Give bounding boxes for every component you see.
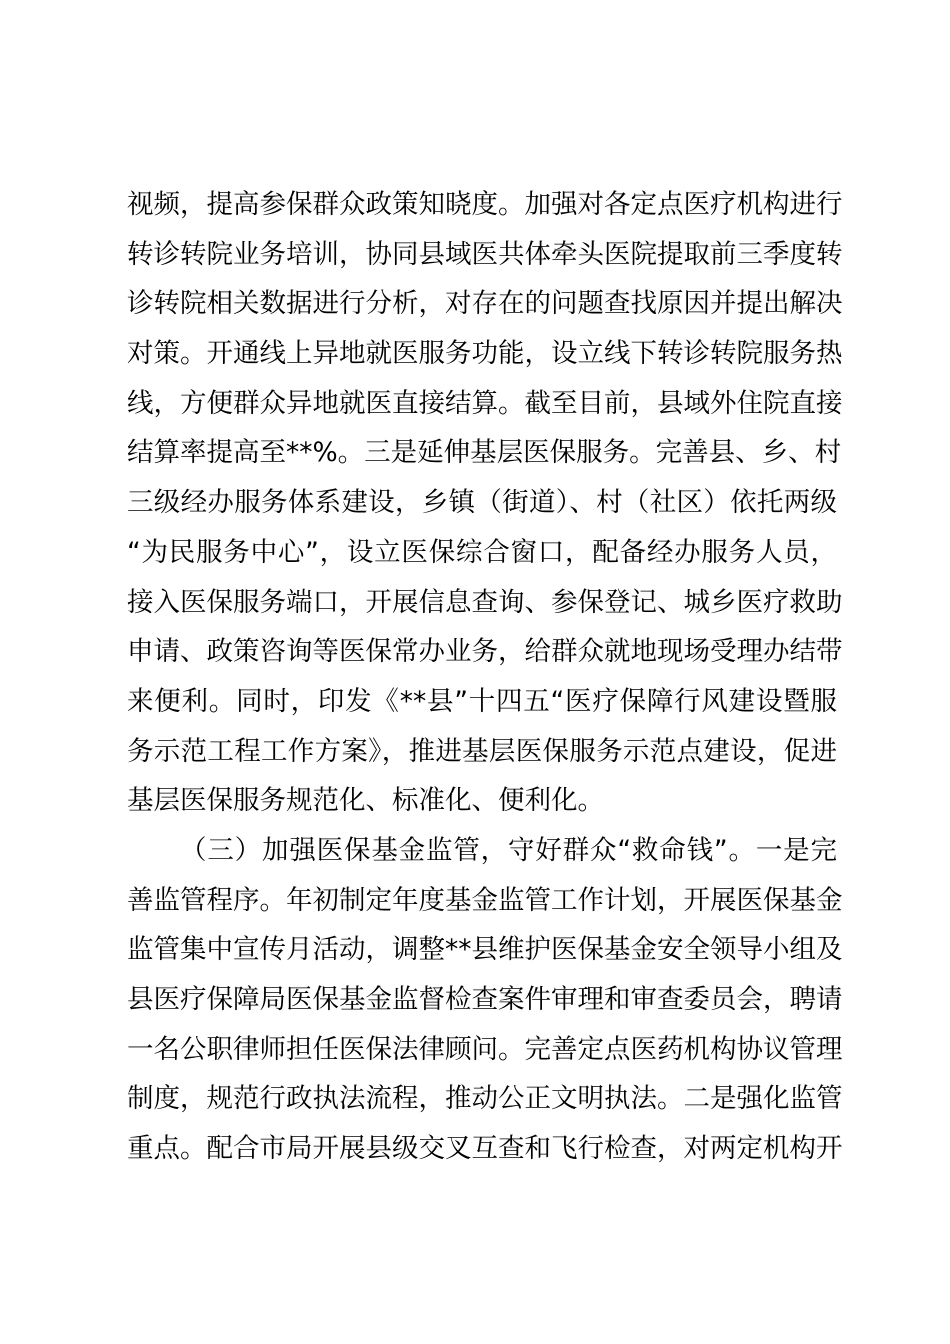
text-line-indented: （三）加强医保基金监管，守好群众“救命钱”。一是完 [180, 834, 837, 866]
text-line: 三级经办服务体系建设，乡镇（街道）、村（社区）依托两级 [127, 487, 837, 519]
text-line: 对策。开通线上异地就医服务功能，设立线下转诊转院服务热 [127, 338, 843, 370]
text-line: 制度，规范行政执法流程，推动公正文明执法。二是强化监管 [127, 1083, 843, 1115]
text-line: 一名公职律师担任医保法律顾问。完善定点医药机构协议管理 [127, 1033, 843, 1065]
text-line: 转诊转院业务培训，协同县域医共体牵头医院提取前三季度转 [127, 238, 843, 270]
text-line: 来便利。同时，印发《**县”十四五“医疗保障行风建设暨服 [127, 685, 837, 717]
text-line: 申请、政策咨询等医保常办业务，给群众就地现场受理办结带 [127, 636, 843, 668]
text-line: 诊转院相关数据进行分析，对存在的问题查找原因并提出解决 [127, 288, 843, 320]
body-text [127, 180, 843, 1174]
text-line: 线，方便群众异地就医直接结算。截至目前，县域外住院直接 [127, 387, 843, 419]
text-line: 结算率提高至**%。三是延伸基层医保服务。完善县、乡、村 [127, 437, 842, 469]
text-line: 县医疗保障局医保基金监督检查案件审理和审查委员会，聘请 [127, 984, 843, 1015]
text-line: 务示范工程工作方案》，推进基层医保服务示范点建设，促进 [127, 735, 837, 767]
text-line: 接入医保服务端口，开展信息查询、参保登记、城乡医疗救助 [127, 586, 843, 618]
text-line: “为民服务中心”，设立医保综合窗口，配备经办服务人员， [127, 536, 837, 568]
text-line: 善监管程序。年初制定年度基金监管工作计划，开展医保基金 [127, 884, 843, 916]
text-line: 监管集中宣传月活动，调整**县维护医保基金安全领导小组及 [127, 934, 843, 966]
text-line: 视频，提高参保群众政策知晓度。加强对各定点医疗机构进行 [127, 189, 843, 220]
text-line: 基层医保服务规范化、标准化、便利化。 [127, 785, 604, 817]
text-line: 重点。配合市局开展县级交叉互查和飞行检查，对两定机构开 [127, 1133, 843, 1165]
